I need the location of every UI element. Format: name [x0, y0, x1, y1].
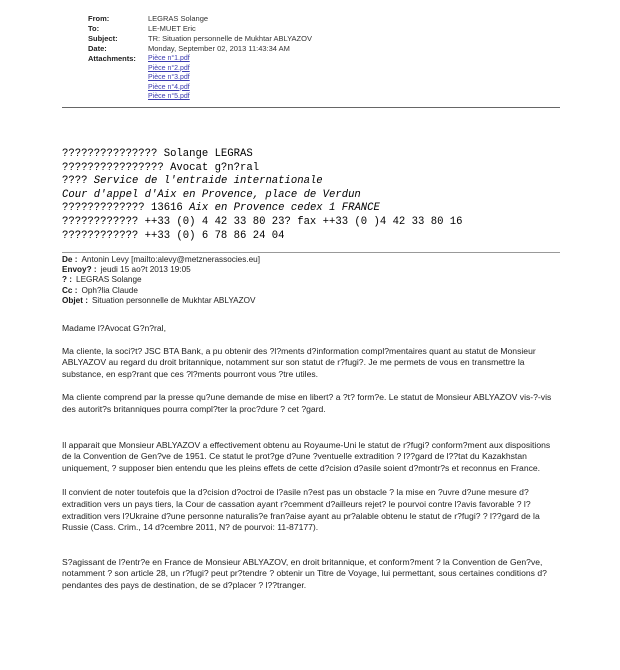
signature-service — [62, 175, 463, 189]
from-label: From: — [88, 14, 110, 23]
fwd-from-value: Antonin Levy [mailto:alevy@metznerassocies.eu] — [81, 255, 260, 264]
attachment-link[interactable]: Pièce n°5.pdf — [148, 93, 190, 100]
fwd-from-label: De : — [62, 255, 78, 264]
fwd-to-row — [62, 275, 260, 285]
signature-title: ???????????????? Avocat g?n?ral — [62, 161, 260, 174]
subject-value: TR: Situation personnelle de Mukhtar ABLYAZOV — [148, 34, 312, 43]
signature-service-text: Service de l'entraide internationale — [93, 175, 323, 188]
greeting: Madame l?Avocat G?n?ral, — [62, 323, 166, 333]
fwd-sent-value: jeudi 15 ao?t 2013 19:05 — [100, 265, 191, 275]
attachments-row — [88, 54, 312, 102]
from-row — [88, 14, 312, 24]
fwd-cc-value: Oph?lia Claude — [81, 285, 138, 295]
subject-row — [88, 34, 312, 44]
fwd-subject-row — [62, 296, 260, 306]
signature-postcode: ????????????? 13616 — [62, 202, 190, 215]
fwd-subject-label: Objet : — [62, 295, 88, 305]
fwd-sent-row — [62, 265, 260, 275]
forward-divider — [62, 252, 560, 253]
fwd-cc-row — [62, 286, 260, 296]
attachment-list — [148, 54, 190, 102]
subject-label: Subject: — [88, 34, 118, 43]
paragraph: Ma cliente, la soci?t? JSC BTA Bank, a pu obtenir des ?l?ments d?information compl?mentaires quant au statut de Monsieur ABLYAZOV au regard du droit britannique, notamment sur son statut de r?fugi?. Je me permets de vous en transmettre la substance, en esp?rant que ces ?l?ments pourront vous ?tre utiles. — [62, 345, 536, 379]
fwd-from-row — [62, 255, 260, 265]
fwd-sent-label: Envoy? : — [62, 265, 97, 275]
to-label: To: — [88, 24, 100, 33]
header-divider — [62, 107, 560, 108]
signature-service-prefix: ???? — [62, 175, 94, 188]
date-value: Monday, September 02, 2013 11:43:34 AM — [148, 44, 290, 53]
fwd-to-label: ? : — [62, 275, 73, 285]
fwd-cc-label: Cc : — [62, 285, 78, 295]
attachments-label: Attachments: — [88, 54, 136, 63]
to-value: LE-MUET Eric — [148, 24, 196, 33]
signature-city: Aix en Provence cedex 1 FRANCE — [189, 202, 380, 215]
paragraph: Il apparait que Monsieur ABLYAZOV a effectivement obtenu au Royaume-Uni le statut de r?fugi? conform?ment aux dispositions de la Convention de Gen?ve de 1951. Ce statut le prot?ge d?une ?ventuelle extradition ? l??gard de l??tat du Kazakhstan uniquement, ? supposer bien entendu que les pleins effets de cette d?cision d?asile soient d?montr?s et reconnus en France. — [62, 439, 551, 473]
signature-address — [62, 202, 463, 216]
paragraph: Il convient de noter toutefois que la d?cision d?octroi de l?asile n?est pas un obstacle ? la mise en ?uvre d?une mesure d?extradition vers un pays tiers, la Cour de cassation ayant r?cemment d?ailleurs rejet? le pourvoi contre l?avis favorable ? l?extradition vers l?Ukraine d?une personne naturalis?e fran?aise ayant au pr?alable obtenu le statut de r?fugi? ? l??gard de la Russie (Cass. Crim., 14 d?cembre 2011, N? de pourvoi: 11-87177). — [62, 487, 540, 533]
attachment-link[interactable]: Pièce n°3.pdf — [148, 74, 190, 81]
to-row — [88, 24, 312, 34]
date-label: Date: — [88, 44, 107, 53]
paragraph: S?agissant de l?entr?e en France de Monsieur ABLYAZOV, en droit britannique, et conform?ment ? la Convention de Gen?ve, notamment ? son article 28, un r?fugi? peut pr?tendre ? obtenir un Titre de Voyage, lui permettant, sous certaines conditions d?pendantes des pays de destination, de se d?placer ? l??tranger. — [62, 556, 547, 590]
attachment-link[interactable]: Pièce n°2.pdf — [148, 64, 190, 72]
paragraph: Ma cliente comprend par la presse qu?une demande de mise en libert? a ?t? form?e. Le statut de Monsieur ABLYAZOV vis-?-vis des autorit?s britanniques pourra compl?ter la proc?dure ? cet ?gard. — [62, 392, 552, 414]
date-row — [88, 44, 312, 54]
letter-body — [62, 323, 560, 592]
forwarded-header — [62, 255, 260, 306]
fwd-to-value: LEGRAS Solange — [76, 275, 142, 285]
signature-court: Cour d'appel d'Aix en Provence, place de Verdun — [62, 188, 361, 201]
signature-name: ??????????????? Solange LEGRAS — [62, 148, 253, 160]
signature-phone: ???????????? ++33 (0) 4 42 33 80 23? fax ++33 (0 )4 42 33 80 16 — [62, 215, 463, 228]
attachment-link[interactable]: Pièce n°1.pdf — [148, 55, 190, 62]
signature-block — [62, 148, 463, 243]
signature-mobile: ???????????? ++33 (0) 6 78 86 24 04 — [62, 229, 285, 242]
from-value: LEGRAS Solange — [148, 14, 209, 23]
attachment-link[interactable]: Pièce n°4.pdf — [148, 83, 190, 91]
fwd-subject-value: Situation personnelle de Mukhtar ABLYAZOV — [91, 295, 256, 305]
email-header — [88, 14, 312, 102]
